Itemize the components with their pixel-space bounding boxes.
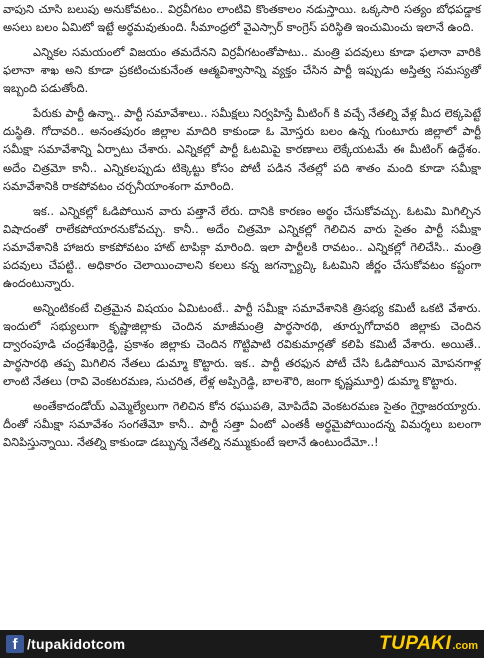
facebook-icon: f xyxy=(6,635,24,653)
footer-bar xyxy=(0,630,484,658)
facebook-link[interactable] xyxy=(6,635,125,653)
paragraph-4: ఇక.. ఎన్నికల్లో ఓడిపోయిన వారు పత్తానే లేరు. దానికి కారణం అర్థం చేసుకోవచ్చు. ఓటమి మిగిల్చిన విషాదంతో రాలేకపోయారనుకోవచ్చు. కానీ.. అదేం చిత్రమో ఎన్నికల్లో గెలిచిన వారు సైతం పార్టీ సమీక్షా సమావేశానికి హాజరు కాకపోవటం హాట్ టాపిక్గా మారింది. ఇలా పార్టీలకి రావటం.. ఎన్నికల్లో గెలిచేసి.. మంత్రి పదవులు చేపట్టి.. అధికారం చెలాయించాలని కలలు కన్న జగన్బ్యాచ్కి ఓటమిని జీర్ణం చేసుకోవటం కష్టంగా ఉందంటున్నారు. xyxy=(3,203,481,291)
paragraph-2: ఎన్నికల సమయంలో విజయం తమదేనని విర్రవీగటంతోపాటు.. మంత్రి పదవులు కూడా ఫలానా వారికి ఫలానా శాఖ అని కూడా ప్రకటించుకునేంత ఆత్మవిశ్వాసాన్ని వ్యక్తం చేసిన పార్టీ ఇప్పుడు అస్తిత్వ సమస్యతో ఇబ్బంది పడుతోంది. xyxy=(3,44,481,96)
paragraph-5: అన్నింటికంటే చిత్రమైన విషయం ఏమిటంటే.. పార్టీ సమీక్షా సమావేశానికి త్రిసభ్య కమిటీ ఒకటి వేశారు. ఇందులో సభ్యులుగా కృష్ణాజిల్లాకు చెందిన మాజీమంత్రి పార్థసారథి, తూర్పుగోదావరి జిల్లాకు చెందిన ద్వారంపూడి చంద్రశేఖర్రెడ్డి, ప్రకాశం జిల్లాకు చెందిన గొట్టిపాటి రవికుమార్లతో కలిపి కమిటీ వేశారు. అయితే.. పార్థసారథి తప్ప మిగిలిన నేతలు డుమ్మా కొట్టారు. ఇక.. పార్టీ తరఫున పోటీ చేసి ఓడిపోయిన మోపనగాళ్ల లాంటి నేతలు (రావి వెంకటరమణ, సుచరిత, లేళ్ల అప్పిరెడ్డి, బాలశౌరి, జంగా కృష్ణమూర్తి) డుమ్మా కొట్టారు. xyxy=(3,301,481,388)
facebook-handle: /tupakidotcom xyxy=(27,636,126,652)
paragraph-6: అంతేకాదండోయ్ ఎమ్మెల్యేలుగా గెలిచిన కోన రఘుపతి, మోపిదేవి వెంకటరమణ సైతం గైర్హాజరయ్యారు. దీంతో సమీక్షా సమావేశం సంగతేమో కానీ.. పార్టీ సత్తా ఏంటో ఎంతకీ అర్థమైపోయిందన్న విమర్శలు బలంగా వినిపిస్తున్నాయి. నేతల్ని కాకుండా డబ్బున్న నేతల్ని నమ్ముకుంటే ఇలానే ఉంటుందేమో..! xyxy=(3,398,481,449)
paragraph-3: పేరుకు పార్టీ ఉన్నా.. పార్టీ సమావేశాలు.. సమీక్షలు నిర్వహిస్తే మీటింగ్ కి వచ్చే నేతల్ని వేళ్ల మీద లెక్కపెట్టే దుస్థితి. గోదావరి.. అనంతపురం జిల్లాల మాదిరి కాకుండా ఓ మోస్తరు బలం ఉన్న గుంటూరు జిల్లాలో పార్టీ సమీక్షా సమావేశాన్ని ఏర్పాటు చేశారు. ఎన్నికల్లో పార్టీ ఓటమిపై కారణాలు లెక్కేయటమే ఈ మీటింగ్ ఉద్దేశం. అదేం చిత్రమో కానీ.. ఎన్నికలప్పుడు టిక్కెట్టు కోసం పోటీ పడిన నేతల్లో పది శాతం మంది కూడా సమీక్షా సమావేశానికి రాకపోవటం చర్చనీయాంశంగా మారింది. xyxy=(3,106,481,193)
brand-name: TUPAKI xyxy=(379,633,452,654)
paragraph-1: వాపుని చూసి బలుపు అనుకోవటం.. విర్రవీగటం లాంటివి కొంతకాలం నడుస్తాయి. ఒక్కసారి సత్యం బోధపడ్డాక అసలు బలం ఏమిటో ఇట్టే అర్థమవుతుంది. సీమాంధ్రలో వైఎస్సార్ కాంగ్రెస్ పరిస్థితి ఇంచుమించు ఇలానే ఉంది. xyxy=(3,2,481,35)
brand-tld: .com xyxy=(452,640,478,652)
brand-logo[interactable] xyxy=(379,633,478,655)
